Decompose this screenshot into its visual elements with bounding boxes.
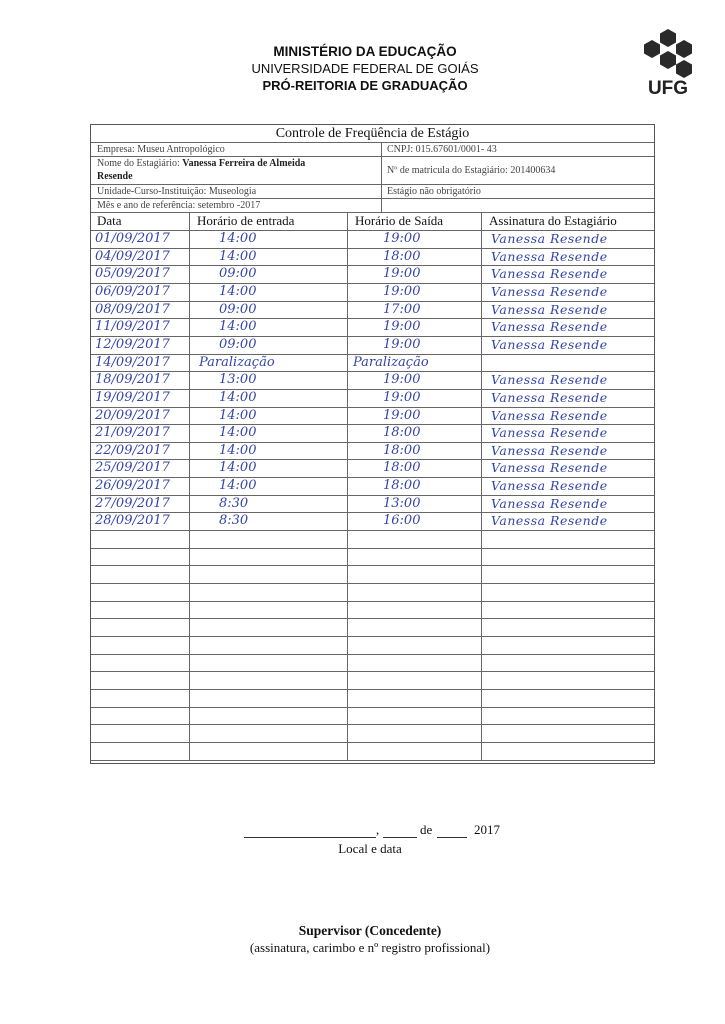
entry-signature: Vanessa Resende — [491, 442, 608, 458]
entry-time-in: 14:00 — [219, 478, 257, 494]
entry-signature: Vanessa Resende — [491, 336, 608, 352]
footer-year: 2017 — [474, 822, 500, 837]
entry-signature: Vanessa Resende — [491, 478, 608, 494]
entry-date: 18/09/2017 — [95, 372, 170, 388]
entry-time-out: 13:00 — [383, 495, 421, 511]
internship-type-field: Estágio não obrigatório — [387, 186, 481, 197]
entry-time-in: 8:30 — [219, 495, 249, 511]
ufg-logo — [638, 28, 698, 100]
grid-row-line — [91, 601, 654, 602]
entry-signature: Vanessa Resende — [491, 513, 608, 529]
month-line — [437, 837, 467, 838]
location-date-line — [244, 837, 376, 838]
entry-time-out: 19:00 — [383, 319, 421, 335]
entry-time-out: 16:00 — [383, 513, 421, 529]
entry-time-in: 09:00 — [219, 336, 257, 352]
intern-name-value: Vanessa Ferreira de Almeida — [182, 158, 306, 169]
grid-row-line — [91, 671, 654, 672]
supervisor-title: Supervisor (Concedente) — [298, 923, 442, 938]
entry-time-in: 13:00 — [219, 372, 257, 388]
entry-date: 22/09/2017 — [95, 442, 170, 458]
grid-column-line — [189, 212, 190, 760]
entry-time-in: 14:00 — [219, 248, 257, 264]
grid-row-line — [91, 689, 654, 690]
dean-office-name: PRÓ-REITORIA DE GRADUAÇÃO — [262, 78, 468, 93]
entry-time-in: Paralização — [199, 354, 275, 370]
location-date-caption: Local e data — [338, 841, 402, 856]
entry-date: 26/09/2017 — [95, 478, 170, 494]
entry-date: 05/09/2017 — [95, 266, 170, 282]
column-header-exit: Horário de Saída — [355, 213, 444, 228]
company-field: Empresa: Museu Antropológico — [97, 144, 225, 155]
grid-row-line — [91, 636, 654, 637]
entry-time-out: 19:00 — [383, 372, 421, 388]
grid-row-line — [91, 530, 654, 531]
entry-signature: Vanessa Resende — [491, 425, 608, 441]
entry-time-in: 14:00 — [219, 389, 257, 405]
entry-time-out: 19:00 — [383, 266, 421, 282]
ministry-title: MINISTÉRIO DA EDUCAÇÃO — [273, 44, 457, 59]
ufg-hexagon-icon — [638, 28, 698, 80]
grid-row-line — [91, 742, 654, 743]
entry-time-in: 09:00 — [219, 266, 257, 282]
form-title: Controle de Freqüência de Estágio — [275, 126, 470, 141]
entry-signature: Vanessa Resende — [491, 389, 608, 405]
entry-time-in: 14:00 — [219, 460, 257, 476]
entry-date: 08/09/2017 — [95, 301, 170, 317]
grid-row-line — [91, 724, 654, 725]
grid-row-line — [91, 565, 654, 566]
entry-time-in: 8:30 — [219, 513, 249, 529]
entry-time-out: 19:00 — [383, 407, 421, 423]
column-header-date: Data — [97, 213, 122, 228]
entry-time-in: 14:00 — [219, 231, 257, 246]
entry-time-out: 19:00 — [383, 283, 421, 299]
grid-row-line — [91, 707, 654, 708]
grid-column-line — [347, 212, 348, 760]
entry-time-out: 18:00 — [383, 248, 421, 264]
entry-signature: Vanessa Resende — [491, 283, 608, 299]
attendance-form — [90, 124, 655, 764]
intern-name-value-cont: Resende — [97, 171, 133, 182]
entry-date: 01/09/2017 — [95, 231, 170, 246]
grid-row-line — [91, 618, 654, 619]
entry-signature: Vanessa Resende — [491, 372, 608, 388]
grid-row-line — [91, 654, 654, 655]
footer-de: de — [420, 822, 433, 837]
grid-row-line — [91, 583, 654, 584]
supervisor-caption: (assinatura, carimbo e nº registro profissional) — [249, 940, 491, 955]
intern-name-field — [97, 158, 305, 169]
entry-date: 06/09/2017 — [95, 283, 170, 299]
entry-time-out: 19:00 — [383, 336, 421, 352]
entry-time-out: 18:00 — [383, 425, 421, 441]
reference-month-field: Mês e ano de referência: setembro -2017 — [97, 200, 261, 211]
entry-date: 28/09/2017 — [95, 513, 170, 529]
entry-signature: Vanessa Resende — [491, 319, 608, 335]
entry-signature: Vanessa Resende — [491, 407, 608, 423]
entry-signature: Vanessa Resende — [491, 266, 608, 282]
footer-comma: , — [376, 822, 380, 837]
entry-date: 20/09/2017 — [95, 407, 170, 423]
grid-row-line — [91, 548, 654, 549]
cnpj-field: CNPJ: 015.67601/0001- 43 — [387, 144, 497, 155]
day-line — [383, 837, 417, 838]
entry-signature: Vanessa Resende — [491, 495, 608, 511]
entry-signature: Vanessa Resende — [491, 248, 608, 264]
entry-time-out: Paralização — [353, 354, 429, 370]
entry-date: 27/09/2017 — [95, 495, 170, 511]
entry-date: 25/09/2017 — [95, 460, 170, 476]
column-header-entry: Horário de entrada — [197, 213, 295, 228]
entry-time-in: 09:00 — [219, 301, 257, 317]
entry-time-out: 19:00 — [383, 389, 421, 405]
entry-time-out: 19:00 — [383, 231, 421, 246]
entry-date: 12/09/2017 — [95, 336, 170, 352]
grid-column-line — [481, 212, 482, 760]
column-header-signature: Assinatura do Estagiário — [489, 213, 617, 228]
entry-time-in: 14:00 — [219, 283, 257, 299]
entry-time-in: 14:00 — [219, 407, 257, 423]
logo-text: UFG — [647, 78, 689, 99]
entry-date: 04/09/2017 — [95, 248, 170, 264]
grid-row-line — [91, 760, 654, 761]
entry-time-in: 14:00 — [219, 425, 257, 441]
university-name: UNIVERSIDADE FEDERAL DE GOIÁS — [251, 61, 479, 76]
registration-field: Nº de matricula do Estagiário: 201400634 — [387, 165, 556, 176]
entry-date: 11/09/2017 — [95, 319, 170, 335]
entry-time-in: 14:00 — [219, 319, 257, 335]
entry-date: 21/09/2017 — [95, 425, 170, 441]
entry-date: 19/09/2017 — [95, 389, 170, 405]
entry-time-in: 14:00 — [219, 442, 257, 458]
entry-date: 14/09/2017 — [95, 354, 170, 370]
entry-signature: Vanessa Resende — [491, 301, 608, 317]
entry-time-out: 17:00 — [383, 301, 421, 317]
entry-time-out: 18:00 — [383, 478, 421, 494]
entry-time-out: 18:00 — [383, 460, 421, 476]
intern-name-label: Nome do Estagiário: — [97, 158, 180, 169]
unit-course-field: Unidade-Curso-Instituição: Museologia — [97, 186, 257, 197]
entry-signature: Vanessa Resende — [491, 231, 608, 246]
entry-signature: Vanessa Resende — [491, 460, 608, 476]
entry-time-out: 18:00 — [383, 442, 421, 458]
